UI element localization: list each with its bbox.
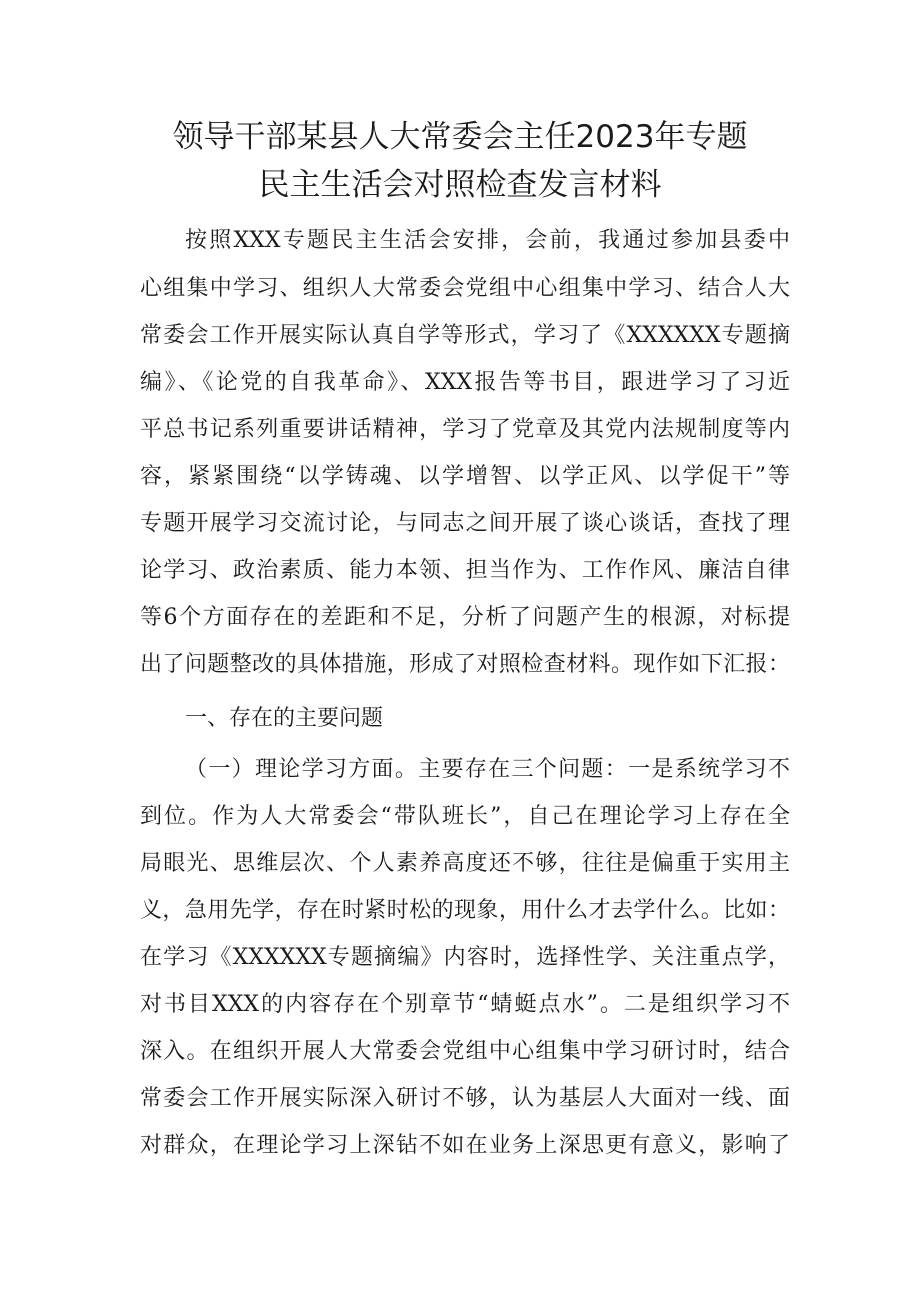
paragraph-line: 出了问题整改的具体措施，形成了对照检查材料。现作如下汇报： [140,652,790,677]
paragraph-line: 在学习《XXXXXX专题摘编》内容时，选择性学、关注重点学， [140,945,790,970]
paragraph-line: 等6个方面存在的差距和不足，分析了问题产生的根源，对标提 [140,605,790,630]
section-heading: 一、存在的主要问题 [185,706,384,731]
paragraph-line: 深入。在组织开展人大常委会党组中心组集中学习研讨时，结合 [140,1039,790,1064]
paragraph-line: 容，紧紧围绕“以学铸魂、以学增智、以学正风、以学促干”等 [140,464,790,489]
paragraph-line: 专题开展学习交流讨论，与同志之间开展了谈心谈话，查找了理 [140,511,790,536]
document-title-line-2: 民主生活会对照检查发言材料 [258,167,662,203]
paragraph-line: 义，急用先学，存在时紧时松的现象，用什么才去学什么。比如： [140,898,790,923]
paragraph-line: 编》、《论党的自我革命》、XXX报告等书目，跟进学习了习近 [140,370,790,395]
paragraph-line: 常委会工作开展实际深入研讨不够，认为基层人大面对一线、面 [140,1086,790,1111]
paragraph-line: 论学习、政治素质、能力本领、担当作为、工作作风、廉洁自律 [140,558,790,583]
paragraph-line: （一）理论学习方面。主要存在三个问题：一是系统学习不 [185,757,790,782]
document-title-line-1: 领导干部某县人大常委会主任2023年专题 [172,119,748,155]
paragraph-line: 对群众，在理论学习上深钻不如在业务上深思更有意义，影响了 [140,1133,790,1158]
paragraph-line: 常委会工作开展实际认真自学等形式，学习了《XXXXXX专题摘 [140,323,790,348]
paragraph-line: 心组集中学习、组织人大常委会党组中心组集中学习、结合人大 [140,276,790,301]
paragraph-line: 按照XXX专题民主生活会安排，会前，我通过参加县委中 [185,228,790,253]
paragraph-line: 局眼光、思维层次、个人素养高度还不够，往往是偏重于实用主 [140,851,790,876]
paragraph-line: 到位。作为人大常委会“带队班长”，自己在理论学习上存在全 [140,804,790,829]
paragraph-line: 平总书记系列重要讲话精神，学习了党章及其党内法规制度等内 [140,417,790,442]
paragraph-line: 对书目XXX的内容存在个别章节“蜻蜓点水”。二是组织学习不 [140,992,790,1017]
